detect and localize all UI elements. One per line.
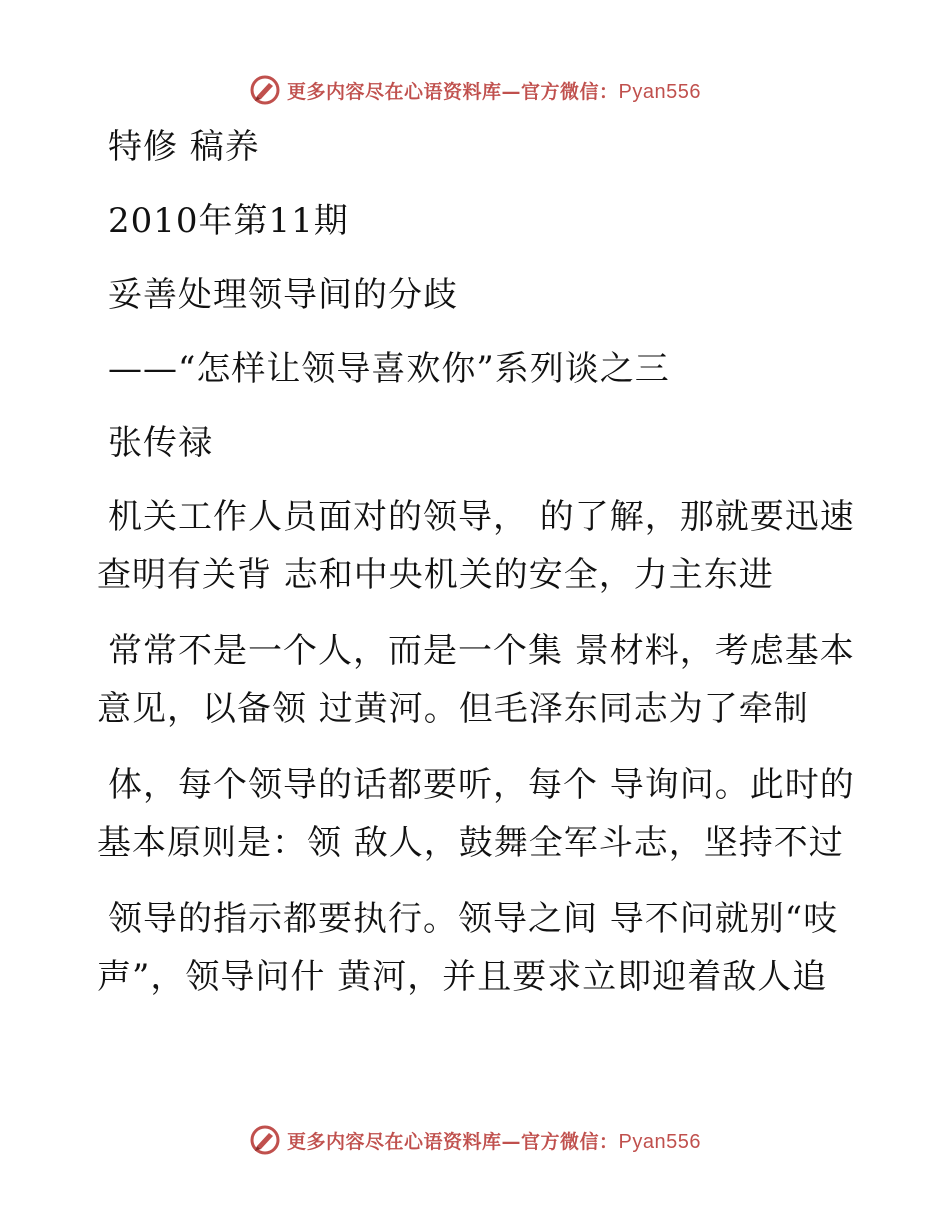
- paragraph-4-line-1: 领导的指示都要执行。领导之间 导不问就别“吱: [108, 899, 839, 939]
- article-author: 张传禄: [108, 423, 213, 463]
- paragraph-4-line-2: 声”，领导问什 黄河，并且要求立即迎着敌人追: [97, 957, 828, 997]
- watermark-id: Pyan556: [618, 1130, 701, 1153]
- watermark-text: 更多内容尽在心语资料库—官方微信：Pyan556: [287, 1130, 701, 1153]
- paragraph-1-line-1: 机关工作人员面对的领导， 的了解，那就要迅速: [108, 497, 855, 537]
- paragraph-1-line-2: 查明有关背 志和中央机关的安全，力主东进: [97, 555, 774, 595]
- pen-circle-logo-icon: [249, 1124, 281, 1156]
- article-subtitle: ——“怎样让领导喜欢你”系列谈之三: [108, 349, 670, 389]
- paragraph-3-line-1: 体，每个领导的话都要听，每个 导询问。此时的: [108, 765, 855, 805]
- watermark-text: 更多内容尽在心语资料库—官方微信：Pyan556: [287, 80, 701, 103]
- watermark-top: [0, 72, 950, 108]
- paragraph-3-line-2: 基本原则是：领 敌人，鼓舞全军斗志，坚持不过: [97, 823, 844, 863]
- article-title: 妥善处理领导间的分歧: [108, 275, 458, 315]
- paragraph-2-line-2: 意见，以备领 过黄河。但毛泽东同志为了牵制: [97, 689, 809, 729]
- section-label: 特修 稿养: [108, 127, 260, 167]
- issue-label: 2010年第11期: [108, 201, 349, 241]
- watermark-id: Pyan556: [618, 80, 701, 103]
- pen-circle-logo-icon: [249, 74, 281, 106]
- watermark-bottom: [0, 1122, 950, 1158]
- paragraph-2-line-1: 常常不是一个人，而是一个集 景材料，考虑基本: [108, 631, 855, 671]
